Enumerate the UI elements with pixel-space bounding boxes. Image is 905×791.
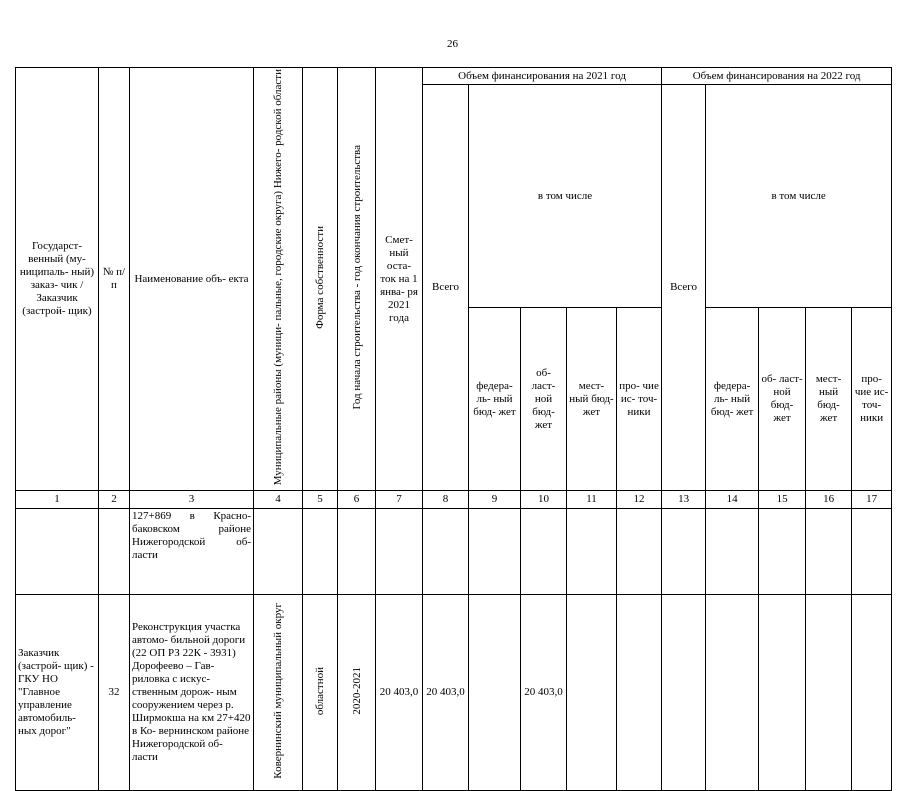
header-including-2022: в том числе [706,85,892,308]
header-other-2022: про- чие ис- точ- ники [852,308,892,491]
header-ownership-form-text: Форма собственности [314,225,326,329]
column-number: 4 [254,491,303,509]
header-construction-years [338,68,376,491]
column-number: 13 [662,491,706,509]
cell-local-2021 [567,509,617,595]
cell-regional-2021 [521,509,567,595]
cell-ownership [303,509,338,595]
header-including-2021: в том числе [469,85,662,308]
cell-municipality-text: Ковернинский муниципальный округ [272,602,284,779]
column-number: 16 [806,491,852,509]
cell-customer [16,509,99,595]
header-federal-2022: федера- ль- ный бюд- жет [706,308,759,491]
cell-federal-2022 [706,509,759,595]
cell-federal-2022 [706,595,759,791]
cell-estimate: 20 403,0 [376,595,423,791]
column-number: 10 [521,491,567,509]
cell-regional-2022 [759,509,806,595]
column-number-row [16,491,892,509]
header-ownership-form [303,68,338,491]
header-object-name: Наименование объ- екта [130,68,254,491]
cell-regional-2022 [759,595,806,791]
header-total-2021: Всего [423,85,469,491]
cell-local-2022 [806,509,852,595]
cell-other-2021 [617,509,662,595]
header-number: № п/п [99,68,130,491]
cell-customer: Заказчик (застрой- щик) - ГКУ НО "Главное управление автомобиль- ных дорог" [16,595,99,791]
cell-local-2021 [567,595,617,791]
cell-other-2022 [852,509,892,595]
header-funding-2021: Объем финансирования на 2021 год [423,68,662,85]
cell-regional-2021: 20 403,0 [521,595,567,791]
header-customer: Государст- венный (му- ниципаль- ный) заказ- чик / Заказчик (застрой- щик) [16,68,99,491]
header-estimate-balance: Смет- ный оста- ток на 1 янва- ря 2021 года [376,68,423,491]
cell-local-2022 [806,595,852,791]
funding-table-wrapper [15,67,892,791]
column-number: 3 [130,491,254,509]
header-total-2022: Всего [662,85,706,491]
header-funding-2022: Объем финансирования на 2022 год [662,68,892,85]
cell-other-2021 [617,595,662,791]
cell-ownership [303,595,338,791]
cell-total-2021: 20 403,0 [423,595,469,791]
cell-municipality [254,595,303,791]
column-number: 1 [16,491,99,509]
cell-number [99,509,130,595]
table-row [16,509,892,595]
cell-estimate [376,509,423,595]
cell-municipality [254,509,303,595]
cell-ownership-text: областной [314,666,326,715]
column-number: 12 [617,491,662,509]
column-number: 7 [376,491,423,509]
column-number: 2 [99,491,130,509]
column-number: 8 [423,491,469,509]
header-other-2021: про- чие ис- точ- ники [617,308,662,491]
cell-total-2022 [662,509,706,595]
cell-years [338,509,376,595]
cell-total-2021 [423,509,469,595]
header-federal-2021: федера- ль- ный бюд- жет [469,308,521,491]
column-number: 11 [567,491,617,509]
cell-total-2022 [662,595,706,791]
header-construction-years-text: Год начала строительства - год окончания строительства [350,144,363,410]
funding-table [15,67,892,791]
column-number: 15 [759,491,806,509]
column-number: 17 [852,491,892,509]
cell-federal-2021 [469,595,521,791]
column-number: 6 [338,491,376,509]
header-regional-2022: об- ласт- ной бюд- жет [759,308,806,491]
cell-other-2022 [852,595,892,791]
cell-object-name: 127+869 в Красно- баковском районе Нижегородской об- ласти [130,509,254,595]
header-municipal-districts-text: Муниципальные районы (муници- пальные, городские округа) Нижего- родской области [272,69,284,486]
header-local-2021: мест- ный бюд- жет [567,308,617,491]
header-local-2022: мест- ный бюд- жет [806,308,852,491]
page-number: 26 [447,38,458,50]
cell-federal-2021 [469,509,521,595]
header-regional-2021: об- ласт- ной бюд- жет [521,308,567,491]
cell-number: 32 [99,595,130,791]
table-row [16,595,892,791]
column-number: 14 [706,491,759,509]
cell-object-name: Реконструкция участка автомо- бильной дороги (22 ОП РЗ 22К - 3931) Дорофеево – Гав- риловка с искус- ственным дорож- ным сооружением через р. Ширмокша на км 27+420 в Ко- вернинском районе Нижегородской об- ласти [130,595,254,791]
header-municipal-districts [254,68,303,491]
column-number: 5 [303,491,338,509]
cell-years [338,595,376,791]
column-number: 9 [469,491,521,509]
cell-years-text: 2020-2021 [350,666,363,715]
